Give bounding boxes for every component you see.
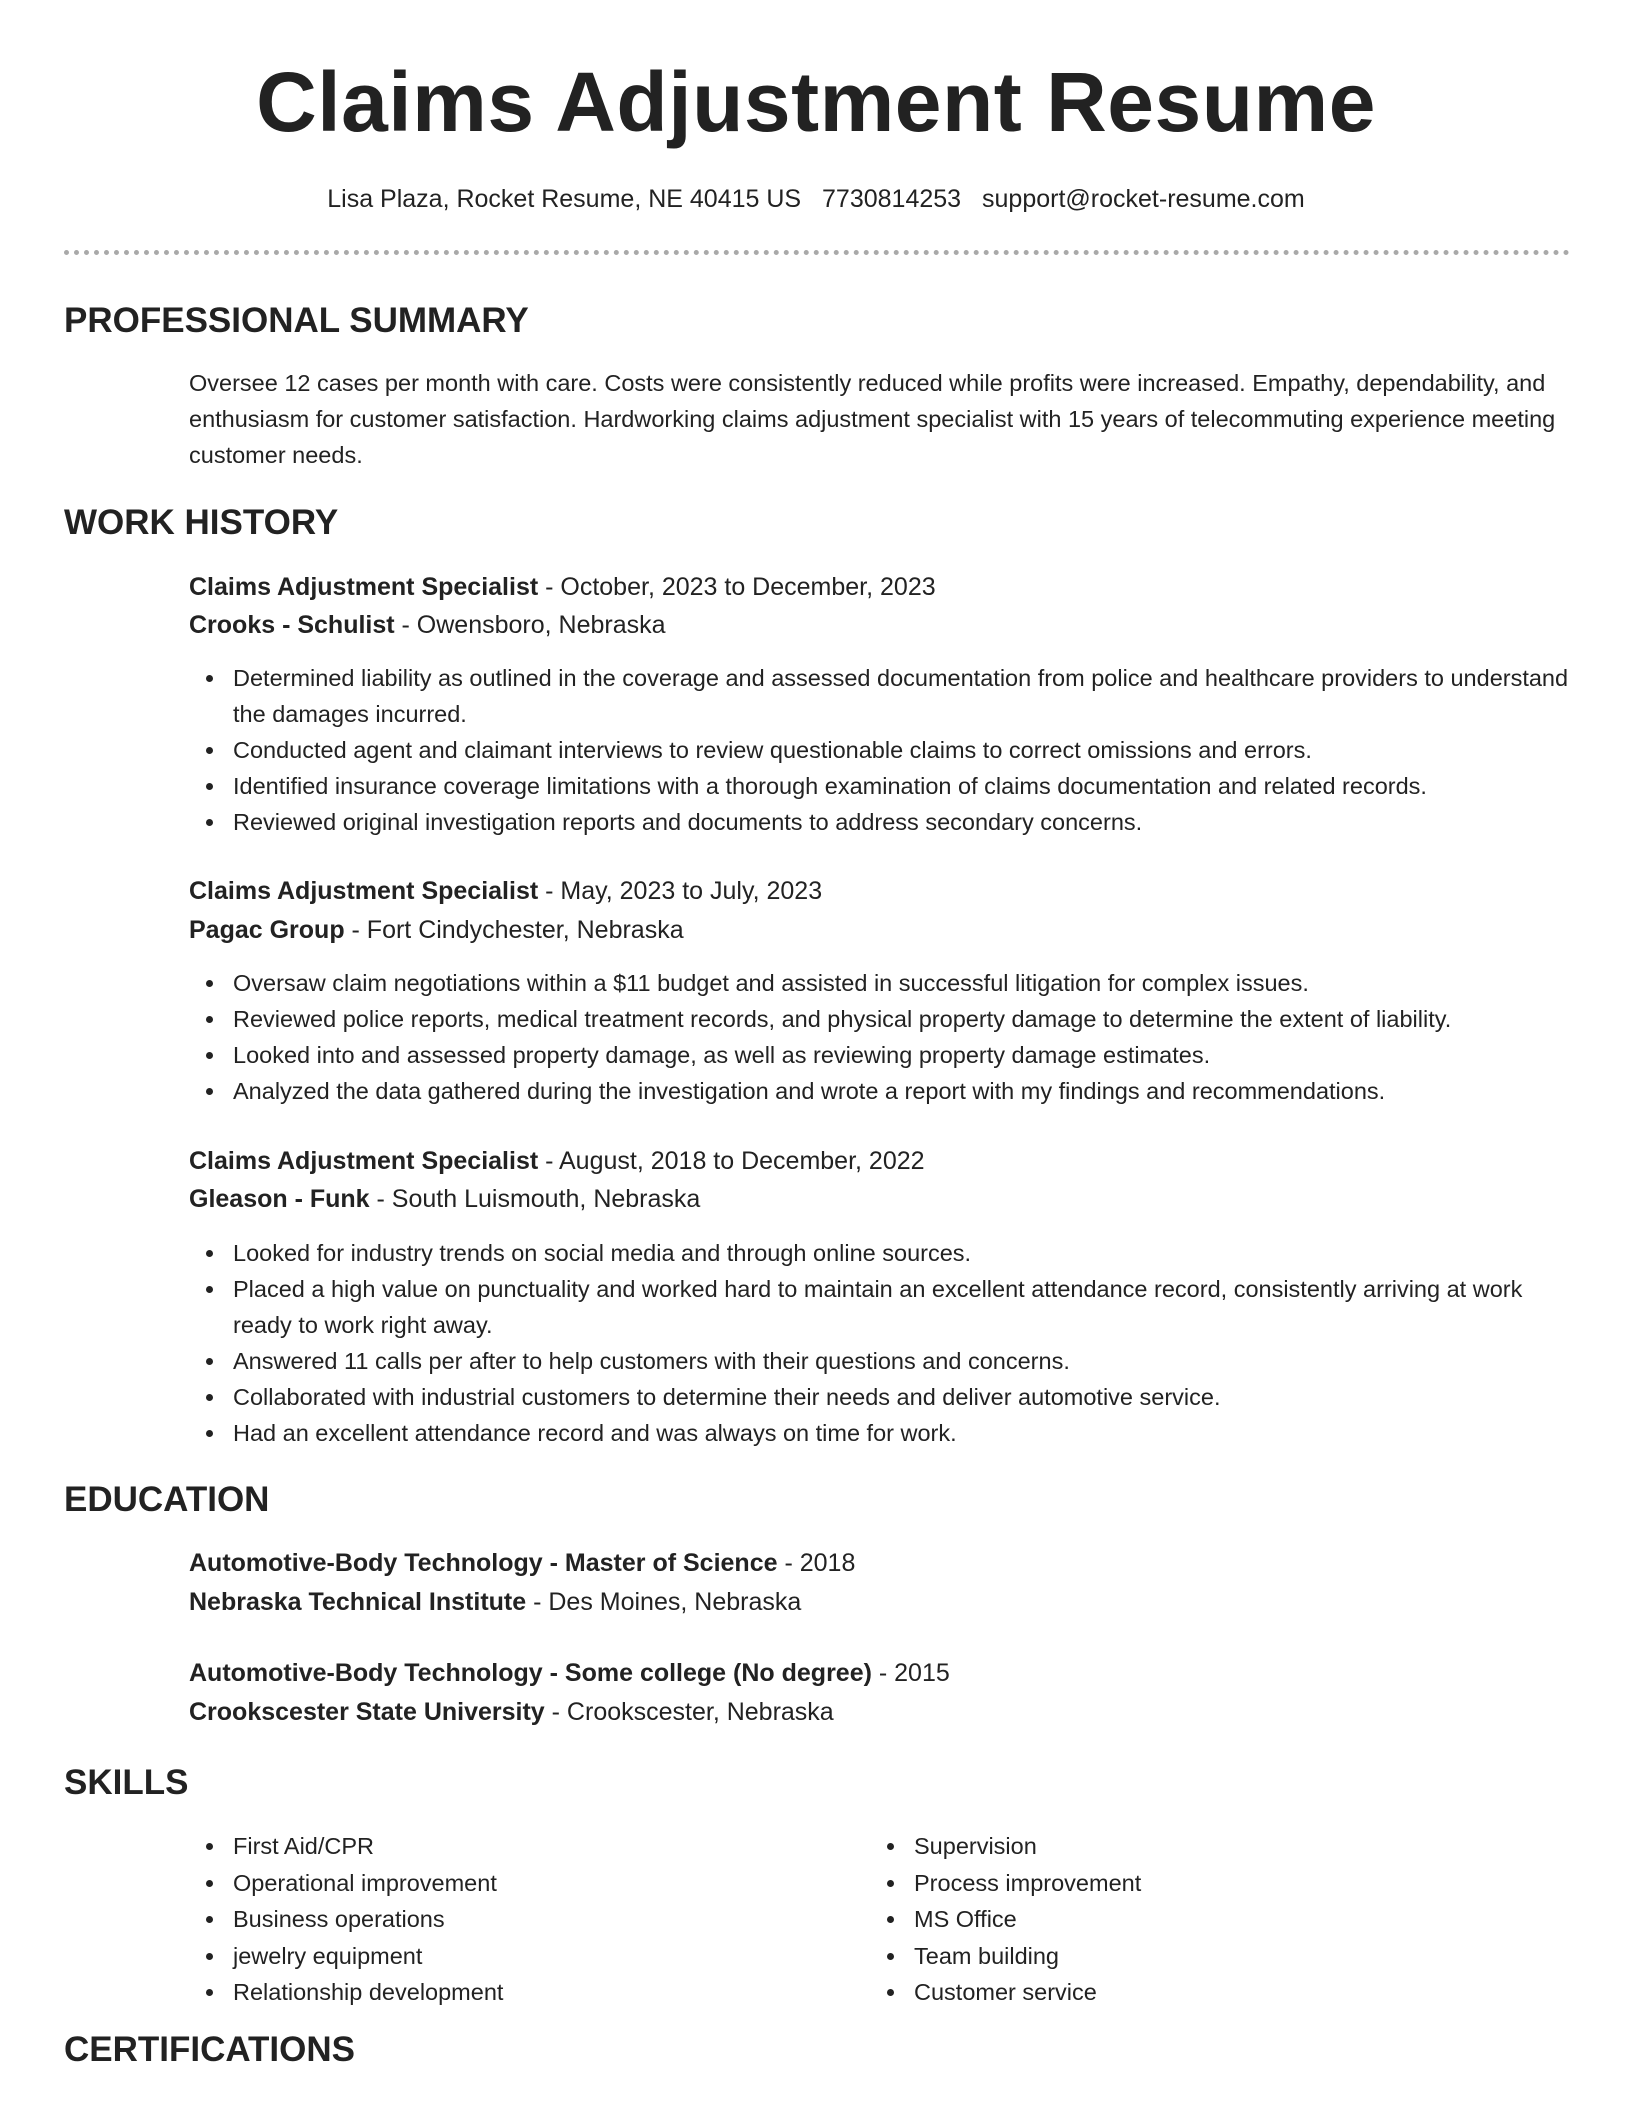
- job-location: - Fort Cindychester, Nebraska: [344, 916, 684, 944]
- list-item: Team building: [870, 1938, 1510, 1975]
- list-item: Reviewed police reports, medical treatment records, and physical property damage to determine the extent of liability.: [189, 1001, 1569, 1037]
- list-item: Relationship development: [189, 1974, 829, 2011]
- job-bullets: [189, 660, 1569, 840]
- job-company-line: [189, 1181, 700, 1217]
- list-item: First Aid/CPR: [189, 1828, 829, 1865]
- list-item: Looked for industry trends on social media and through online sources.: [189, 1235, 1569, 1271]
- education-degree-line: [189, 1545, 855, 1581]
- list-item: Collaborated with industrial customers to determine their needs and deliver automotive service.: [189, 1379, 1569, 1415]
- skills-list-left: [189, 1828, 829, 2011]
- list-item: Customer service: [870, 1974, 1510, 2011]
- contact-address: Lisa Plaza, Rocket Resume, NE 40415 US: [327, 185, 802, 213]
- education-degree: Automotive-Body Technology - Master of Science: [189, 1549, 778, 1577]
- list-item: Conducted agent and claimant interviews to review questionable claims to correct omissions and errors.: [189, 732, 1569, 768]
- contact-phone: 7730814253: [822, 185, 962, 213]
- list-item: Reviewed original investigation reports and documents to address secondary concerns.: [189, 804, 1569, 840]
- education-school: Crookscester State University: [189, 1698, 545, 1726]
- list-item: Looked into and assessed property damage, as well as reviewing property damage estimates.: [189, 1037, 1569, 1073]
- list-item: Oversaw claim negotiations within a $11 budget and assisted in successful litigation for complex issues.: [189, 965, 1569, 1001]
- list-item: Supervision: [870, 1828, 1510, 1865]
- header-divider: [64, 250, 1570, 255]
- resume-title: Claims Adjustment Resume: [256, 55, 1376, 149]
- education-school-line: [189, 1584, 801, 1620]
- job-title: Claims Adjustment Specialist: [189, 877, 539, 905]
- job-bullets: [189, 1235, 1569, 1451]
- list-item: Determined liability as outlined in the coverage and assessed documentation from police and healthcare providers to understand the damages incurred.: [189, 660, 1569, 732]
- list-item: Had an excellent attendance record and was always on time for work.: [189, 1415, 1569, 1451]
- list-item: MS Office: [870, 1901, 1510, 1938]
- summary-heading: PROFESSIONAL SUMMARY: [64, 301, 529, 340]
- education-heading: EDUCATION: [64, 1480, 270, 1519]
- contact-email: support@rocket-resume.com: [982, 185, 1305, 213]
- job-location: - South Luismouth, Nebraska: [369, 1185, 701, 1213]
- job-company: Gleason - Funk: [189, 1185, 370, 1213]
- education-year: - 2018: [777, 1549, 856, 1577]
- job-title-line: [189, 1143, 925, 1179]
- certifications-heading: CERTIFICATIONS: [64, 2030, 356, 2069]
- job-title: Claims Adjustment Specialist: [189, 573, 539, 601]
- education-year: - 2015: [871, 1659, 950, 1687]
- education-location: - Des Moines, Nebraska: [526, 1588, 802, 1616]
- list-item: Operational improvement: [189, 1865, 829, 1902]
- skills-list-right: [870, 1828, 1510, 2011]
- list-item: Business operations: [189, 1901, 829, 1938]
- education-location: - Crookscester, Nebraska: [544, 1698, 834, 1726]
- job-location: - Owensboro, Nebraska: [394, 611, 666, 639]
- summary-text: Oversee 12 cases per month with care. Costs were consistently reduced while profits were increased. Empathy, dependability, and enthusiasm for customer satisfaction. Hardworking claims adjustment specialist with 15 years of telecommuting experience meeting customer needs.: [189, 370, 1556, 468]
- work-history-heading: WORK HISTORY: [64, 503, 339, 542]
- education-school-line: [189, 1694, 834, 1730]
- job-dates: - May, 2023 to July, 2023: [538, 877, 823, 905]
- job-dates: - October, 2023 to December, 2023: [538, 573, 936, 601]
- job-dates: - August, 2018 to December, 2022: [538, 1147, 925, 1175]
- job-company-line: [189, 912, 684, 948]
- list-item: Answered 11 calls per after to help customers with their questions and concerns.: [189, 1343, 1569, 1379]
- education-degree: Automotive-Body Technology - Some college (No degree): [189, 1659, 872, 1687]
- list-item: Analyzed the data gathered during the investigation and wrote a report with my findings and recommendations.: [189, 1073, 1569, 1109]
- skills-heading: SKILLS: [64, 1763, 189, 1802]
- education-school: Nebraska Technical Institute: [189, 1588, 527, 1616]
- job-company: Crooks - Schulist: [189, 611, 395, 639]
- job-company-line: [189, 607, 666, 643]
- job-company: Pagac Group: [189, 916, 345, 944]
- list-item: Identified insurance coverage limitations with a thorough examination of claims documentation and related records.: [189, 768, 1569, 804]
- contact-line: [0, 182, 1632, 216]
- list-item: Process improvement: [870, 1865, 1510, 1902]
- list-item: jewelry equipment: [189, 1938, 829, 1975]
- job-bullets: [189, 965, 1569, 1109]
- job-title-line: [189, 873, 822, 909]
- job-title-line: [189, 569, 936, 605]
- list-item: Placed a high value on punctuality and worked hard to maintain an excellent attendance record, consistently arriving at work ready to work right away.: [189, 1271, 1569, 1343]
- education-degree-line: [189, 1655, 950, 1691]
- job-title: Claims Adjustment Specialist: [189, 1147, 539, 1175]
